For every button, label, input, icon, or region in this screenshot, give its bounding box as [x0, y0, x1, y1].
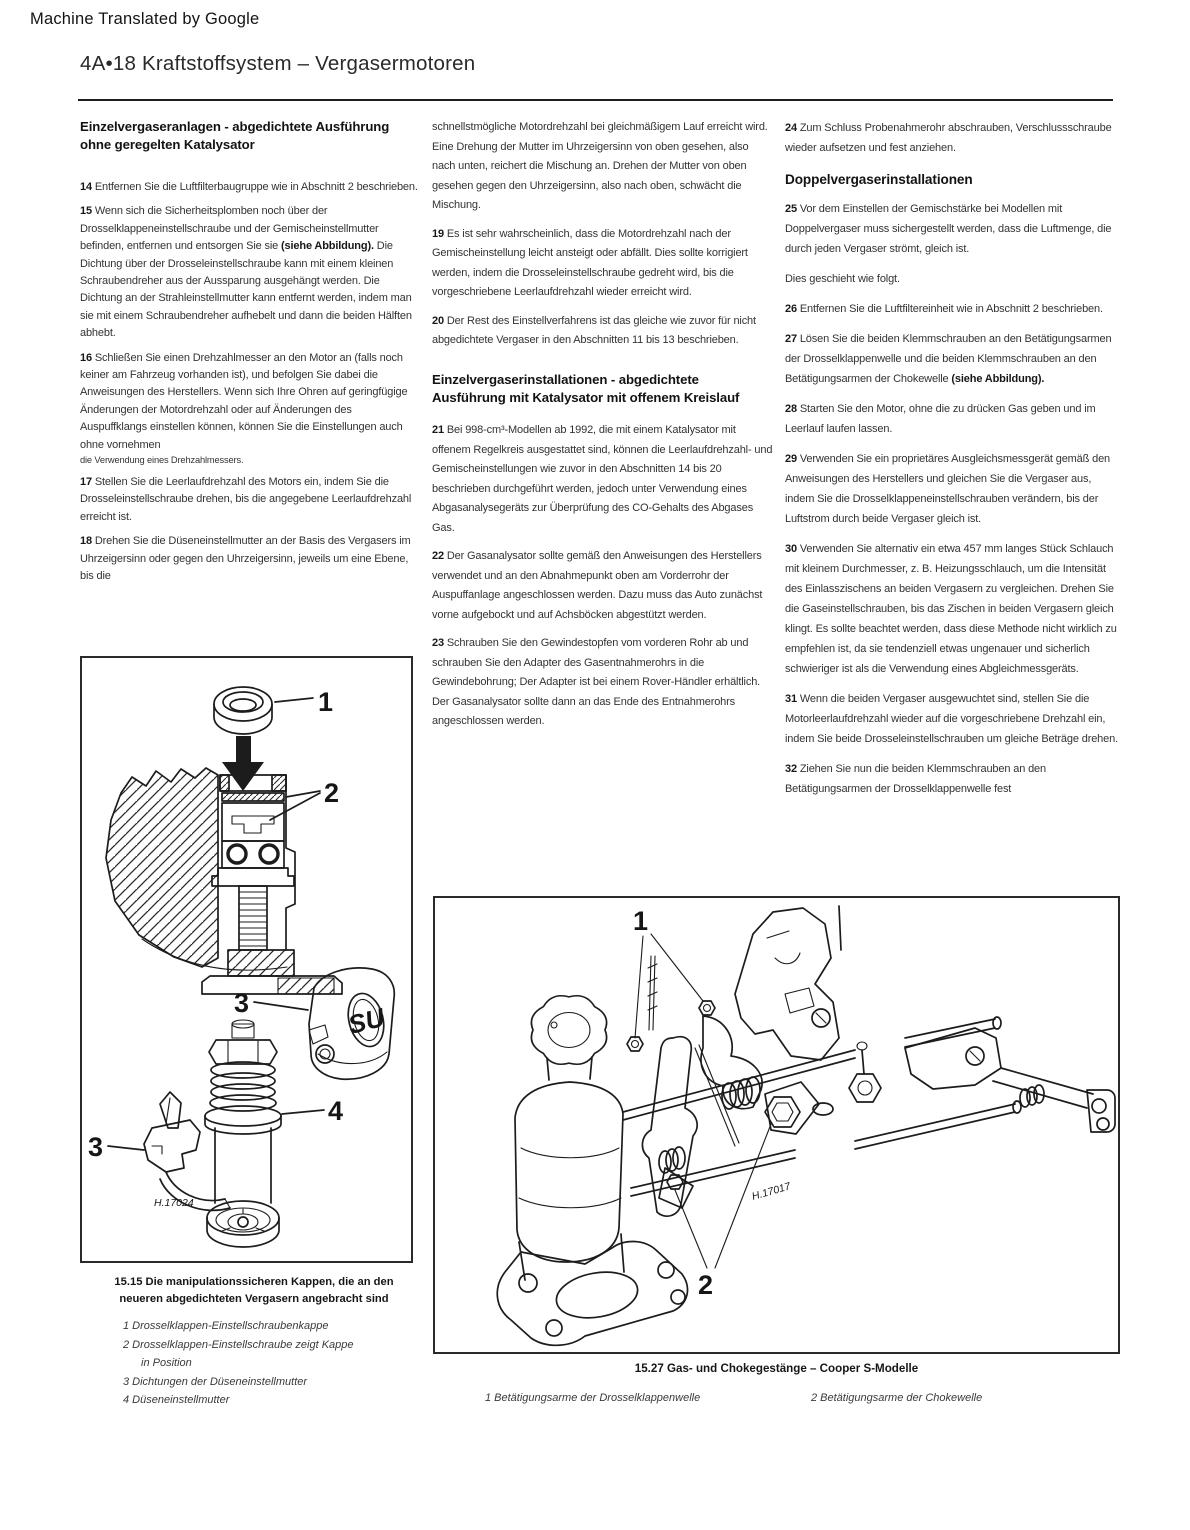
caption-15-15-line1: 15.15 Die manipulationssicheren Kappen, die an den	[114, 1276, 394, 1288]
paragraph-22: 22 Der Gasanalysator sollte gemäß den Anweisungen des Herstellers verwendet und an den Abnahmepunkt oben am Vorderrohr der Auspuffanlage angeschlossen werden. Dazu muss das Auto zunächst vorne aufgebockt und auf Achsböcken abgestützt werden.	[432, 550, 763, 621]
header-rule	[78, 99, 1113, 101]
paragraph-16: 16 Schließen Sie einen Drehzahlmesser an den Motor an (falls noch keiner am Fahrzeug vorhanden ist), und befolgen Sie dabei die Anweisungen des Herstellers. Wenn sich Ihre Ohren auf geringfügige Änderungen der Motordrehzahl oder auf Änderungen des Auspuffklangs einstellen können, können Sie die Einstellungen auch ohne vornehmen die Verwendung eines Drehzahlmessers.	[80, 351, 408, 466]
caption-item-1: 1 Drosselklappen-Einstellschraubenkappe	[123, 1320, 329, 1332]
machine-translated-watermark: Machine Translated by Google	[30, 10, 260, 28]
column-3	[785, 118, 1118, 809]
caption-item-2b: in Position	[141, 1357, 192, 1369]
fig1515-su-logo: SU	[345, 1002, 388, 1040]
paragraph-27: 27 Lösen Sie die beiden Klemmschrauben an den Betätigungsarmen der Drosselklappenwelle und die beiden Klemmschrauben an den Betätigungsarmen der Chokewelle (siehe Abbildung).	[785, 333, 1112, 386]
throttle-choke-linkage-drawing	[435, 898, 1118, 1352]
paragraph-18-continued: schnellstmögliche Motordrehzahl bei gleichmäßigem Lauf erreicht wird. Eine Drehung der Mutter im Uhrzeigersinn von oben gesehen, also nach unten, reichert die Mischung an. Drehen der Mutter von oben gesehen gegen den Uhrzeigersinn, also nach oben, schwächt die Mischung.	[432, 121, 768, 211]
caption-15-27-title: 15.27 Gas- und Chokegestänge – Cooper S-Modelle	[634, 1362, 919, 1375]
fig1515-callout-4: 4	[328, 1096, 344, 1126]
paragraph-24: 24 Zum Schluss Probenahmerohr abschrauben, Verschlussschraube wieder aufsetzen und fest anziehen.	[785, 122, 1112, 154]
section-heading-single-carb-open-loop-cat: Einzelvergaserinstallationen - abgedichtete Ausführung mit Katalysator mit offenem Kreislauf	[432, 371, 740, 405]
tamperproof-caps-drawing	[82, 658, 411, 1261]
caption-item-4: 4 Düseneinstellmutter	[123, 1394, 230, 1406]
paragraph-19: 19 Es ist sehr wahrscheinlich, dass die Motordrehzahl nach der Gemischeinstellung leicht ansteigt oder abfällt. Dies sollte korrigiert werden, indem die Drosseleinstellschraube gedreht wird, bis die vorgeschriebene Leerlaufdrehzahl wieder erreicht wird.	[432, 227, 748, 298]
page-title: 4A•18 Kraftstoffsystem – Vergasermotoren	[80, 52, 476, 75]
paragraph-18: 18 Drehen Sie die Düseneinstellmutter an der Basis des Vergasers im Uhrzeigersinn oder gegen den Uhrzeigersinn, jeweils um eine Ebene, bis die	[80, 535, 411, 583]
paragraph-23: 23 Schrauben Sie den Gewindestopfen vom vorderen Rohr ab und schrauben Sie den Adapter des Gasentnahmerohrs in die Gewindebohrung; Der Adapter ist bei einem Rover-Händler erhältlich. Der Gasanalysator sollte dann an das Ende des Entnahmerohrs angeschlossen werden.	[432, 637, 761, 728]
fig1527-callout-2: 2	[698, 1270, 714, 1300]
paragraph-15: 15 Wenn sich die Sicherheitsplomben noch über der Drosselklappeneinstellschraube und der Gemischeinstellmutter befinden, entfernen und entsorgen Sie sie (siehe Abbildung). Die Dichtung über der Drosseleinstellschraube kann mit einem kleinen Schraubendreher aus der Aussparung ausgehängt werden. Die Dichtung an der Strahleinstellmutter kann entfernt werden, indem man sie mit einem Schraubendreher aufhebelt und dann die beiden Hälften abhebt.	[80, 205, 412, 340]
figure-15-27	[433, 896, 1120, 1354]
caption-15-27-label-1: 1 Betätigungsarme der Drosselklappenwelle	[485, 1392, 701, 1404]
caption-item-2: 2 Drosselklappen-Einstellschraube zeigt Kappe	[123, 1338, 354, 1351]
paragraph-32: 32 Ziehen Sie nun die beiden Klemmschrauben an den Betätigungsarmen der Drosselklappenwelle fest	[785, 763, 1046, 796]
paragraph-30: 30 Verwenden Sie alternativ ein etwa 457 mm langes Stück Schlauch mit kleinem Durchmesser, z. B. Heizungsschlauch, um die Intensität des Einlasszischens an beiden Vergasern zu vergleichen. Drehen Sie die Gaseinstellschrauben, bis das Zischen in beiden Vergasern gleich klingt. Es sollte beachtet werden, dass diese Methode nicht wirklich zu empfehlen ist, da sie tendenziell etwas ungenauer und sicherlich schwieriger ist als die Verwendung eines Abgleichmessgeräts.	[785, 543, 1117, 676]
fig1527-callout-1: 1	[633, 906, 649, 936]
paragraph-14: 14 Entfernen Sie die Luftfilterbaugruppe wie in Abschnitt 2 beschrieben.	[80, 180, 418, 193]
fig1515-marking: H.17024	[154, 1197, 194, 1209]
fig1515-callout-2: 2	[324, 778, 340, 808]
figure-15-15	[80, 656, 413, 1263]
paragraph-31: 31 Wenn die beiden Vergaser ausgewuchtet sind, stellen Sie die Motorleerlaufdrehzahl wieder auf die vorgeschriebene Drehzahl ein, indem Sie beide Drosseleinstellschrauben um gleiche Beträge drehen.	[785, 693, 1118, 746]
fig1527-marking: H.17017	[750, 1180, 792, 1203]
column-2	[432, 118, 773, 741]
section-heading-single-carb-no-cat: Einzelvergaseranlagen - abgedichtete Ausführung ohne geregelten Katalysator	[80, 119, 390, 153]
paragraph-17: 17 Stellen Sie die Leerlaufdrehzahl des Motors ein, indem Sie die Drosseleinstellschraube drehen, bis die angegebene Leerlaufdrehzahl erreicht ist.	[80, 476, 412, 523]
column-1	[80, 118, 420, 593]
paragraph-26: 26 Entfernen Sie die Luftfiltereinheit wie in Abschnitt 2 beschrieben.	[785, 303, 1103, 316]
paragraph-20: 20 Der Rest des Einstellverfahrens ist das gleiche wie zuvor für nicht abgedichtete Vergaser in den Abschnitten 11 bis 13 beschrieben.	[432, 314, 756, 346]
paragraph-28: 28 Starten Sie den Motor, ohne die zu drücken Gas geben und im Leerlauf laufen lassen.	[785, 403, 1096, 436]
paragraph-21: 21 Bei 998-cm³-Modellen ab 1992, die mit einem Katalysator mit offenem Regelkreis ausgestattet sind, können die Leerlaufdrehzahl- und Gemischeinstellungen wie zuvor in den Abschnitten 14 bis 20 beschrieben durchgeführt werden, jedoch unter Verwendung eines Abgasanalysegeräts zur Überprüfung des CO-Gehalts des Abgases Gas.	[432, 424, 773, 534]
paragraph-25: 25 Vor dem Einstellen der Gemischstärke bei Modellen mit Doppelvergaser muss sichergestellt werden, dass die Luftmenge, die durch jeden Vergaser strömt, gleich ist.	[785, 203, 1112, 256]
fig1515-callout-1: 1	[318, 687, 334, 717]
caption-item-3: 3 Dichtungen der Düseneinstellmutter	[123, 1375, 308, 1388]
paragraph-29: 29 Verwenden Sie ein proprietäres Ausgleichsmessgerät gemäß den Anweisungen des Herstellers und gleichen Sie die Vergaser aus, indem Sie die Drosselklappeneinstellschrauben verändern, bis der Luftstrom durch beide Vergaser gleich ist.	[785, 453, 1111, 526]
caption-15-27-label-2: 2 Betätigungsarme der Chokewelle	[811, 1392, 983, 1404]
fig1515-callout-3b: 3	[88, 1132, 104, 1162]
fig1515-callout-3a: 3	[234, 988, 250, 1018]
paragraph-dies: Dies geschieht wie folgt.	[785, 273, 900, 286]
caption-15-15-line2: neueren abgedichteten Vergasern angebracht sind	[119, 1293, 389, 1305]
caption-15-15	[80, 1274, 428, 1410]
section-heading-twin-carb: Doppelvergaserinstallationen	[785, 172, 973, 187]
